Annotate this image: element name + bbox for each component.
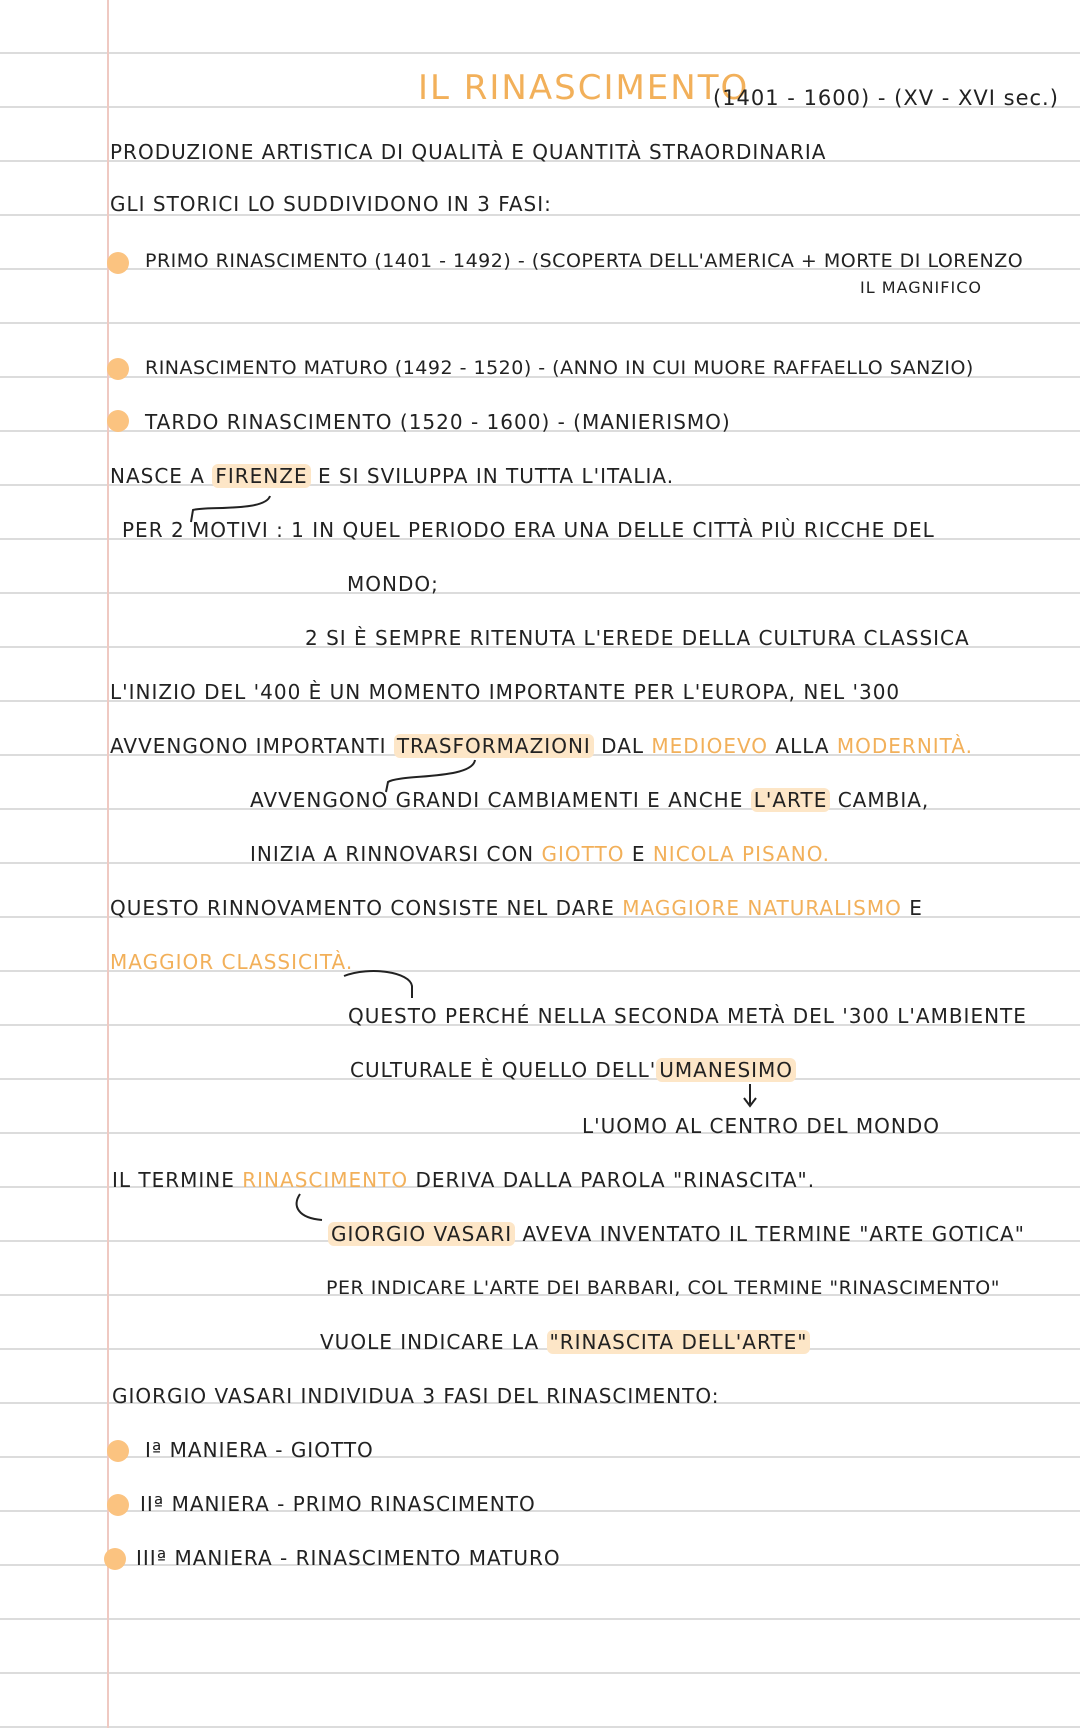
text-line bbox=[110, 732, 973, 760]
text-span: QUESTO RINNOVAMENTO CONSISTE NEL DARE bbox=[110, 896, 615, 920]
highlight-arte: L'ARTE bbox=[751, 788, 831, 812]
text-span: DERIVA DALLA PAROLA "RINASCITA". bbox=[415, 1168, 816, 1192]
bullet-dot bbox=[104, 1548, 126, 1570]
curve-arrow bbox=[292, 1192, 332, 1232]
highlight-umanesimo: UMANESIMO bbox=[656, 1058, 796, 1082]
bullet-dot bbox=[107, 1440, 129, 1462]
text-line bbox=[110, 462, 674, 490]
text-span: E bbox=[909, 896, 923, 920]
bullet-dot bbox=[107, 252, 129, 274]
highlight-trasformazioni: TRASFORMAZIONI bbox=[394, 734, 594, 758]
text-span: CULTURALE È QUELLO DELL' bbox=[350, 1058, 657, 1082]
text-line: 2 SI È SEMPRE RITENUTA L'EREDE DELLA CULTURA CLASSICA bbox=[305, 626, 970, 650]
bullet-primo-rinascimento: PRIMO RINASCIMENTO (1401 - 1492) - (SCOPERTA DELL'AMERICA + MORTE DI LORENZO bbox=[145, 250, 1024, 272]
bullet-rinascimento-maturo: RINASCIMENTO MATURO (1492 - 1520) - (ANNO IN CUI MUORE RAFFAELLO SANZIO) bbox=[145, 357, 974, 379]
text-line bbox=[110, 894, 923, 922]
bullet-dot bbox=[107, 358, 129, 380]
accent-naturalismo: MAGGIORE NATURALISMO bbox=[622, 896, 902, 920]
text-line: L'INIZIO DEL '400 È UN MOMENTO IMPORTANTE PER L'EUROPA, NEL '300 bbox=[110, 680, 901, 704]
text-line bbox=[328, 1220, 1025, 1248]
text-span: AVEVA INVENTATO IL TERMINE "ARTE GOTICA" bbox=[522, 1222, 1025, 1246]
accent-classicita: MAGGIOR CLASSICITÀ. bbox=[110, 950, 354, 974]
text-line: MONDO; bbox=[347, 572, 439, 596]
text-span: IL TERMINE bbox=[112, 1168, 235, 1192]
text-span: VUOLE INDICARE LA bbox=[320, 1330, 540, 1354]
text-span: NASCE A bbox=[110, 464, 205, 488]
text-line: GLI STORICI LO SUDDIVIDONO IN 3 FASI: bbox=[110, 192, 552, 216]
accent-rinascimento: RINASCIMENTO bbox=[242, 1168, 409, 1192]
fase-3: IIIª MANIERA - RINASCIMENTO MATURO bbox=[136, 1546, 561, 1570]
text-span: ALLA bbox=[775, 734, 830, 758]
text-line bbox=[250, 786, 929, 814]
arrow-down bbox=[740, 1082, 760, 1110]
text-line: PRODUZIONE ARTISTICA DI QUALITÀ E QUANTITÀ STRAORDINARIA bbox=[110, 140, 827, 164]
text-span: AVVENGONO GRANDI CAMBIAMENTI E ANCHE bbox=[250, 788, 744, 812]
text-line bbox=[320, 1328, 810, 1356]
text-line: L'UOMO AL CENTRO DEL MONDO bbox=[582, 1114, 940, 1138]
text-line: PER 2 MOTIVI : 1 IN QUEL PERIODO ERA UNA DELLE CITTÀ PIÙ RICCHE DEL bbox=[122, 518, 935, 542]
text-line bbox=[250, 840, 830, 868]
accent-nicola-pisano: NICOLA PISANO. bbox=[652, 842, 831, 866]
text-span: DAL bbox=[601, 734, 645, 758]
text-line bbox=[350, 1056, 796, 1084]
text-line: GIORGIO VASARI INDIVIDUA 3 FASI DEL RINASCIMENTO: bbox=[112, 1384, 720, 1408]
text-span: CAMBIA, bbox=[837, 788, 930, 812]
page-title: IL RINASCIMENTO bbox=[418, 68, 750, 108]
bullet-dot bbox=[107, 410, 129, 432]
bullet-tardo-rinascimento: TARDO RINASCIMENTO (1520 - 1600) - (MANIERISMO) bbox=[145, 410, 731, 434]
fase-2: IIª MANIERA - PRIMO RINASCIMENTO bbox=[140, 1492, 536, 1516]
text-sub: IL MAGNIFICO bbox=[860, 278, 982, 297]
text-line: QUESTO PERCHÉ NELLA SECONDA METÀ DEL '300 L'AMBIENTE bbox=[348, 1004, 1027, 1028]
text-span: E SI SVILUPPA IN TUTTA L'ITALIA. bbox=[317, 464, 675, 488]
bullet-dot bbox=[107, 1494, 129, 1516]
text-span: INIZIA A RINNOVARSI CON bbox=[250, 842, 535, 866]
text-span: AVVENGONO IMPORTANTI bbox=[110, 734, 387, 758]
accent-giotto: GIOTTO bbox=[541, 842, 625, 866]
text-span: E bbox=[631, 842, 646, 866]
highlight-giorgio-vasari: GIORGIO VASARI bbox=[328, 1222, 515, 1246]
text-line: PER INDICARE L'ARTE DEI BARBARI, COL TERMINE "RINASCIMENTO" bbox=[326, 1277, 1000, 1299]
title-dates: (1401 - 1600) - (XV - XVI sec.) bbox=[713, 86, 1059, 110]
accent-modernita: MODERNITÀ. bbox=[836, 734, 974, 758]
highlight-firenze: FIRENZE bbox=[212, 464, 310, 488]
highlight-rinascita-arte: "RINASCITA DELL'ARTE" bbox=[547, 1330, 811, 1354]
fase-1: Iª MANIERA - GIOTTO bbox=[145, 1438, 374, 1462]
text-line bbox=[112, 1166, 815, 1194]
accent-medioevo: MEDIOEVO bbox=[651, 734, 769, 758]
